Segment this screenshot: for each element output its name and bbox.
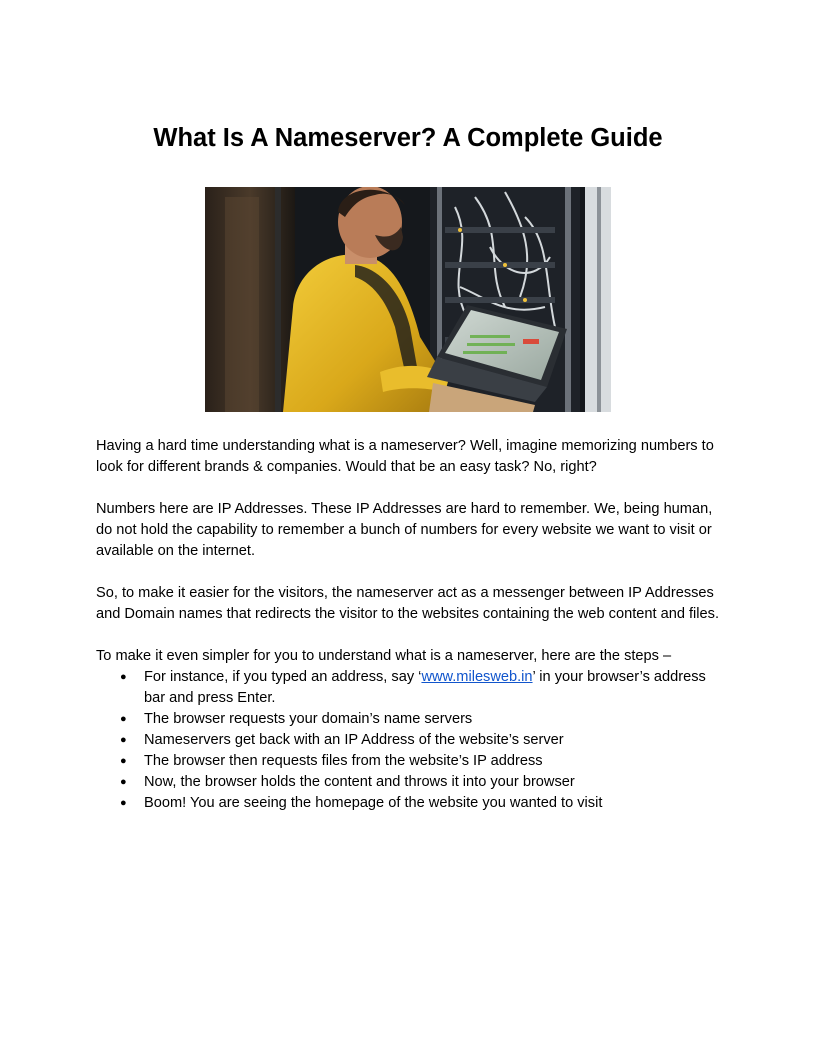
- step-text-after-link: ’ in your browser’s address bar and press Enter.: [144, 669, 706, 706]
- hero-image: [205, 187, 611, 412]
- list-item: ● The browser then requests files from the website’s IP address: [96, 751, 720, 772]
- list-item: ● Now, the browser holds the content and throws it into your browser: [96, 772, 720, 793]
- steps-list: [96, 667, 720, 814]
- paragraph-intro: Having a hard time understanding what is a nameserver? Well, imagine memorizing numbers to look for different brands & companies. Would that be an easy task? No, right?: [96, 438, 714, 475]
- article-body: [96, 436, 720, 814]
- paragraph-ip-addresses: Numbers here are IP Addresses. These IP Addresses are hard to remember. We, being human, do not hold the capability to remember a bunch of numbers for every website we want to visit or available on the internet.: [96, 501, 713, 559]
- paragraph-steps-intro: To make it even simpler for you to understand what is a nameserver, here are the steps –: [96, 648, 672, 664]
- document-title: What Is A Nameserver? A Complete Guide: [153, 124, 663, 152]
- paragraph-nameserver-role: So, to make it easier for the visitors, the nameserver act as a messenger between IP Addresses and Domain names that redirects the visitor to the websites containing the web content and files.: [96, 585, 720, 622]
- list-item: ● Nameservers get back with an IP Address of the website’s server: [96, 730, 720, 751]
- list-item: [96, 667, 720, 709]
- step-text-before-link: For instance, if you typed an address, say ‘: [144, 669, 422, 685]
- list-item: ● The browser requests your domain’s name servers: [96, 709, 720, 730]
- list-item: ● Boom! You are seeing the homepage of the website you wanted to visit: [96, 793, 720, 814]
- technician-server-room-illustration: [205, 187, 611, 412]
- milesweb-link[interactable]: www.milesweb.in: [421, 669, 533, 685]
